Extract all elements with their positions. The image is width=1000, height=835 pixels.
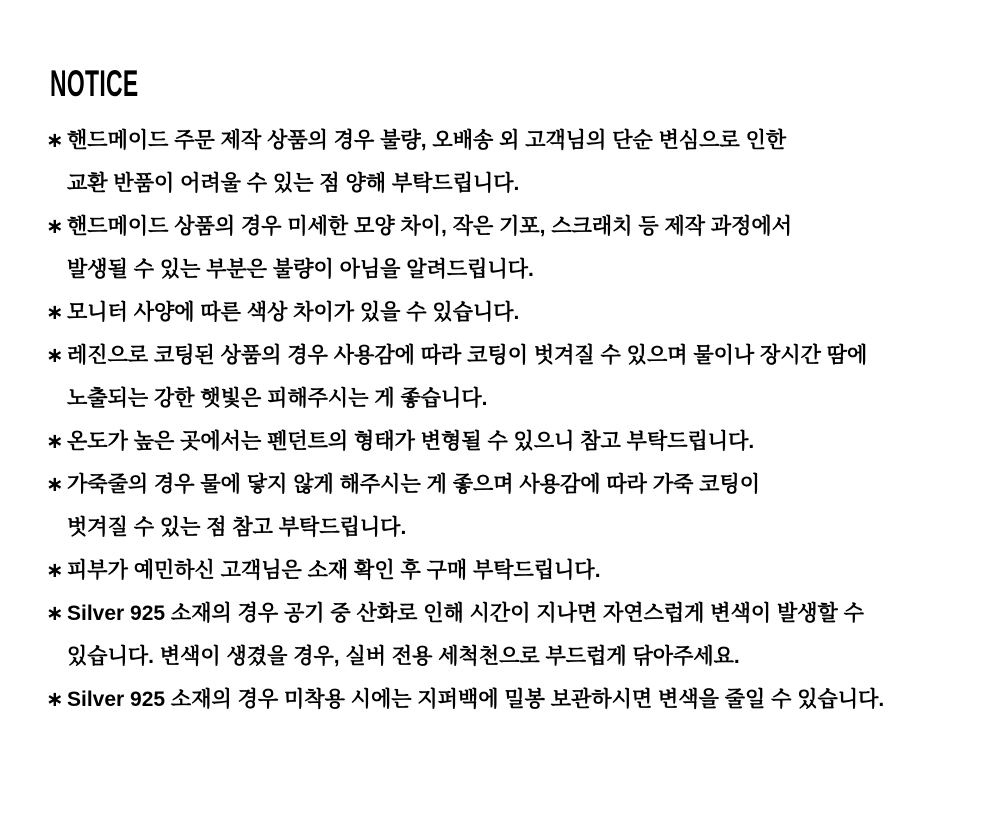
notice-line	[46, 205, 1000, 248]
notice-item	[46, 420, 1000, 463]
notice-line-text: 레진으로 코팅된 상품의 경우 사용감에 따라 코팅이 벗겨질 수 있으며 물이나 장시간 땀에	[67, 344, 868, 367]
notice-line	[46, 119, 1000, 162]
notice-line-text: Silver 925 소재의 경우 공기 중 산화로 인해 시간이 지나면 자연스럽게 변색이 발생할 수	[67, 602, 864, 625]
notice-line	[46, 291, 1000, 334]
asterisk-marker: ∗	[46, 215, 64, 238]
notice-list	[0, 119, 1000, 721]
notice-line-continuation: 있습니다. 변색이 생겼을 경우, 실버 전용 세척천으로 부드럽게 닦아주세요.	[67, 645, 740, 668]
notice-line-text: 온도가 높은 곳에서는 펜던트의 형태가 변형될 수 있으니 참고 부탁드립니다.	[67, 430, 755, 453]
notice-line-continuation: 발생될 수 있는 부분은 불량이 아님을 알려드립니다.	[67, 258, 534, 281]
notice-line-text: 핸드메이드 주문 제작 상품의 경우 불량, 오배송 외 고객님의 단순 변심으로 인한	[67, 129, 787, 152]
notice-item	[46, 678, 1000, 721]
asterisk-marker: ∗	[46, 129, 64, 152]
notice-line	[46, 420, 1000, 463]
notice-line-continuation: 노출되는 강한 햇빛은 피해주시는 게 좋습니다.	[67, 387, 488, 410]
notice-item	[46, 549, 1000, 592]
notice-line	[46, 592, 1000, 635]
notice-line-text: 핸드메이드 상품의 경우 미세한 모양 차이, 작은 기포, 스크래치 등 제작 과정에서	[67, 215, 792, 238]
notice-title: NOTICE	[50, 63, 139, 104]
notice-page	[0, 65, 1000, 835]
notice-line-text: 가죽줄의 경우 물에 닿지 않게 해주시는 게 좋으며 사용감에 따라 가죽 코팅이	[67, 473, 761, 496]
notice-item	[46, 463, 1000, 549]
notice-line-continuation: 벗겨질 수 있는 점 참고 부탁드립니다.	[67, 516, 407, 539]
asterisk-marker: ∗	[46, 430, 64, 453]
notice-line-continuation: 교환 반품이 어려울 수 있는 점 양해 부탁드립니다.	[67, 172, 520, 195]
notice-item	[46, 334, 1000, 420]
notice-line-text: 피부가 예민하신 고객님은 소재 확인 후 구매 부탁드립니다.	[67, 559, 601, 582]
asterisk-marker: ∗	[46, 688, 64, 711]
notice-item	[46, 119, 1000, 205]
notice-item	[46, 592, 1000, 678]
asterisk-marker: ∗	[46, 344, 64, 367]
asterisk-marker: ∗	[46, 559, 64, 582]
notice-line-text: Silver 925 소재의 경우 미착용 시에는 지퍼백에 밀봉 보관하시면 변색을 줄일 수 있습니다.	[67, 688, 885, 711]
notice-line	[46, 463, 1000, 506]
asterisk-marker: ∗	[46, 301, 64, 324]
notice-item	[46, 291, 1000, 334]
notice-line	[46, 334, 1000, 377]
asterisk-marker: ∗	[46, 602, 64, 625]
asterisk-marker: ∗	[46, 473, 64, 496]
notice-line-text: 모니터 사양에 따른 색상 차이가 있을 수 있습니다.	[67, 301, 520, 324]
notice-item	[46, 205, 1000, 291]
notice-line	[46, 678, 1000, 721]
notice-line	[46, 549, 1000, 592]
